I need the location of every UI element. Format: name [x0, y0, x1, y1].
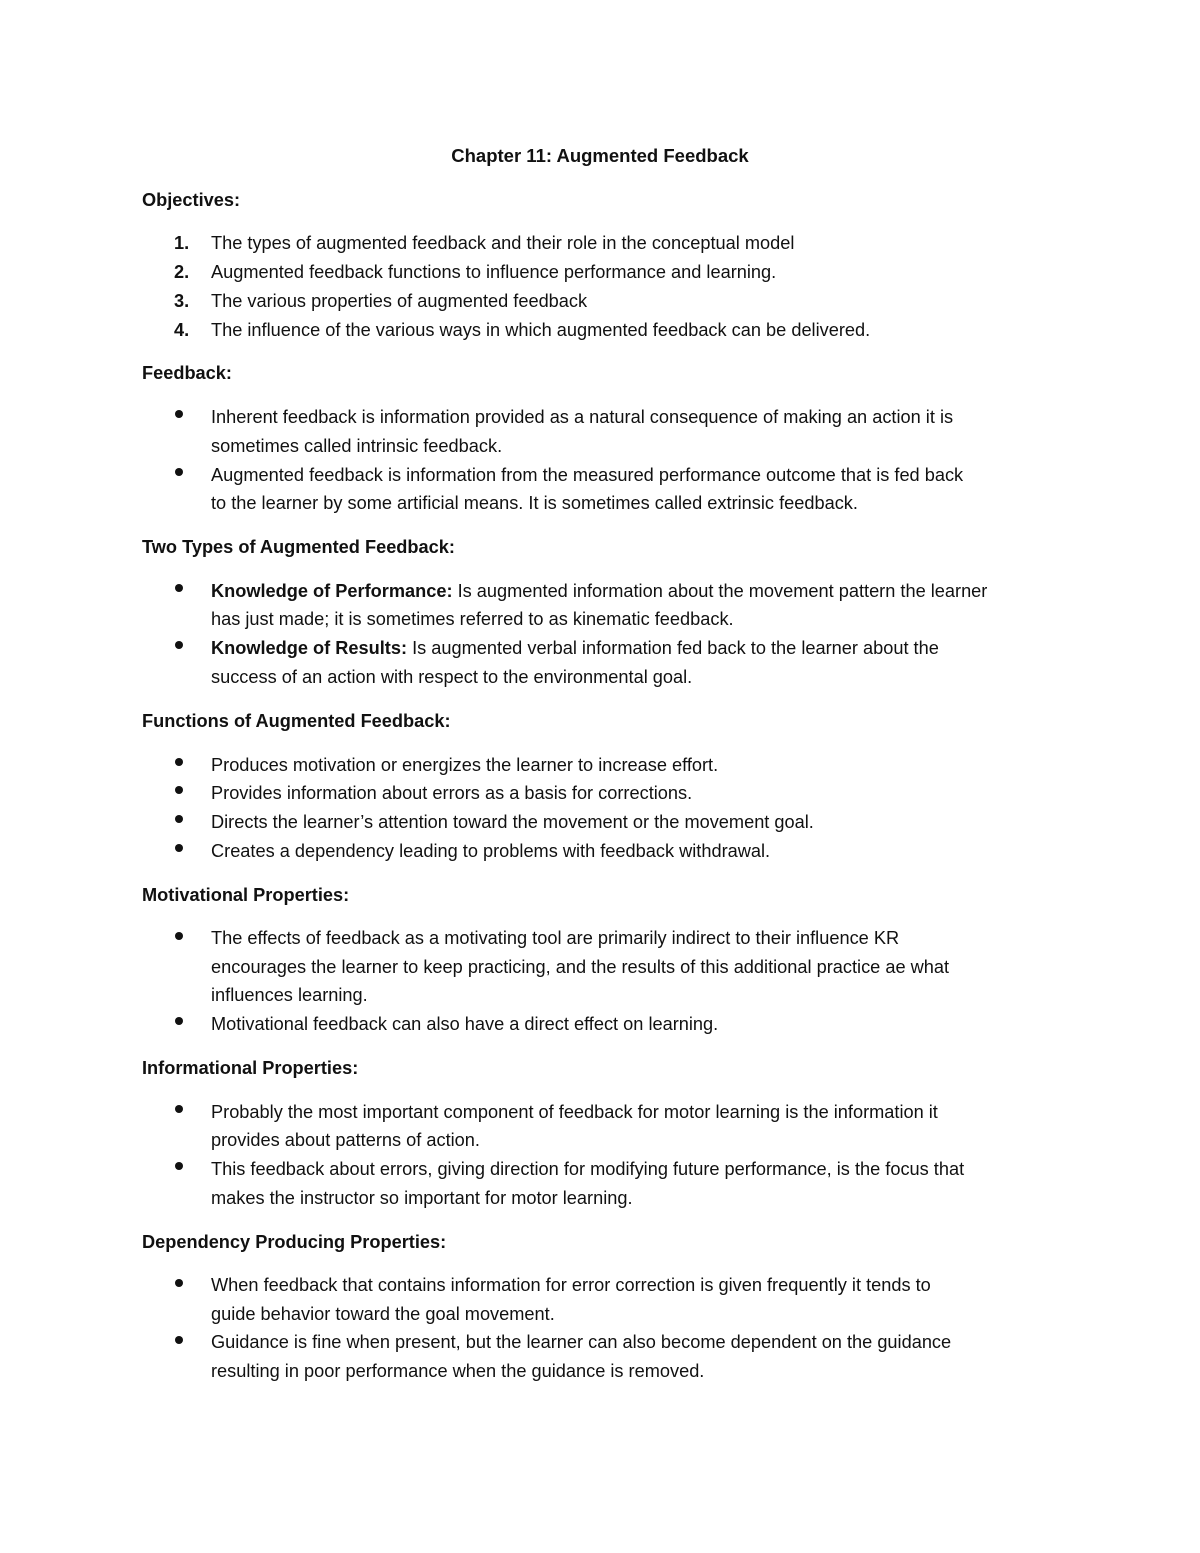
- feedback-heading: Feedback:: [142, 363, 232, 383]
- term-definition: Is augmented information about the movement pattern the learner: [452, 581, 988, 601]
- term-knowledge-of-results: Knowledge of Results:: [211, 638, 408, 658]
- objectives-heading: Objectives:: [142, 190, 241, 210]
- term-knowledge-of-performance: Knowledge of Performance:: [211, 581, 453, 601]
- motivational-item-line: encourages the learner to keep practicing, and the results of this additional practice ae what: [211, 957, 950, 977]
- feedback-item-line: Inherent feedback is information provided as a natural consequence of making an action it is: [211, 407, 954, 427]
- bullet-icon: [175, 758, 183, 766]
- dependency-heading: Dependency Producing Properties:: [142, 1232, 447, 1252]
- bullet-icon: [175, 584, 183, 592]
- motivational-item-line: The effects of feedback as a motivating tool are primarily indirect to their influence KR: [211, 928, 900, 948]
- term-definition: Is augmented verbal information fed back to the learner about the: [407, 638, 939, 658]
- functions-item-line: Produces motivation or energizes the learner to increase effort.: [211, 755, 719, 775]
- bullet-icon: [175, 1279, 183, 1287]
- types-heading: Two Types of Augmented Feedback:: [142, 537, 455, 557]
- bullet-icon: [175, 1336, 183, 1344]
- types-item-line: success of an action with respect to the environmental goal.: [211, 667, 693, 687]
- objective-item: The various properties of augmented feedback: [211, 291, 588, 311]
- informational-item-line: Probably the most important component of feedback for motor learning is the information it: [211, 1102, 938, 1122]
- functions-heading: Functions of Augmented Feedback:: [142, 711, 451, 731]
- bullet-icon: [175, 1105, 183, 1113]
- bullet-icon: [175, 641, 183, 649]
- feedback-item-line: Augmented feedback is information from the measured performance outcome that is fed back: [211, 465, 964, 485]
- bullet-icon: [175, 410, 183, 418]
- objective-number: 3.: [174, 291, 190, 311]
- types-item-line: [211, 579, 987, 603]
- bullet-icon: [175, 932, 183, 940]
- feedback-item-line: sometimes called intrinsic feedback.: [211, 436, 503, 456]
- objective-item: Augmented feedback functions to influence performance and learning.: [211, 262, 777, 282]
- bullet-icon: [175, 1162, 183, 1170]
- bullet-icon: [175, 468, 183, 476]
- motivational-item-line: influences learning.: [211, 985, 368, 1005]
- objective-item: The influence of the various ways in which augmented feedback can be delivered.: [211, 320, 871, 340]
- page-title: Chapter 11: Augmented Feedback: [451, 145, 749, 166]
- dependency-item-line: guide behavior toward the goal movement.: [211, 1304, 555, 1324]
- bullet-icon: [175, 786, 183, 794]
- motivational-item-line: Motivational feedback can also have a direct effect on learning.: [211, 1014, 719, 1034]
- feedback-item-line: to the learner by some artificial means. It is sometimes called extrinsic feedback.: [211, 493, 858, 513]
- bullet-icon: [175, 844, 183, 852]
- dependency-item-line: Guidance is fine when present, but the learner can also become dependent on the guidance: [211, 1332, 952, 1352]
- bullet-icon: [175, 815, 183, 823]
- informational-item-line: provides about patterns of action.: [211, 1130, 480, 1150]
- motivational-heading: Motivational Properties:: [142, 885, 350, 905]
- functions-item-line: Directs the learner’s attention toward the movement or the movement goal.: [211, 812, 814, 832]
- dependency-item-line: When feedback that contains information for error correction is given frequently it tends to: [211, 1275, 931, 1295]
- informational-item-line: makes the instructor so important for motor learning.: [211, 1188, 633, 1208]
- informational-item-line: This feedback about errors, giving direction for modifying future performance, is the focus that: [211, 1159, 965, 1179]
- functions-item-line: Provides information about errors as a basis for corrections.: [211, 783, 693, 803]
- functions-item-line: Creates a dependency leading to problems with feedback withdrawal.: [211, 841, 771, 861]
- bullet-icon: [175, 1017, 183, 1025]
- objective-number: 4.: [174, 320, 190, 340]
- objective-number: 2.: [174, 262, 190, 282]
- informational-heading: Informational Properties:: [142, 1058, 359, 1078]
- objective-item: The types of augmented feedback and their role in the conceptual model: [211, 233, 795, 253]
- dependency-item-line: resulting in poor performance when the guidance is removed.: [211, 1361, 705, 1381]
- objective-number: 1.: [174, 233, 190, 253]
- types-item-line: has just made; it is sometimes referred to as kinematic feedback.: [211, 609, 734, 629]
- types-item-line: [211, 636, 939, 660]
